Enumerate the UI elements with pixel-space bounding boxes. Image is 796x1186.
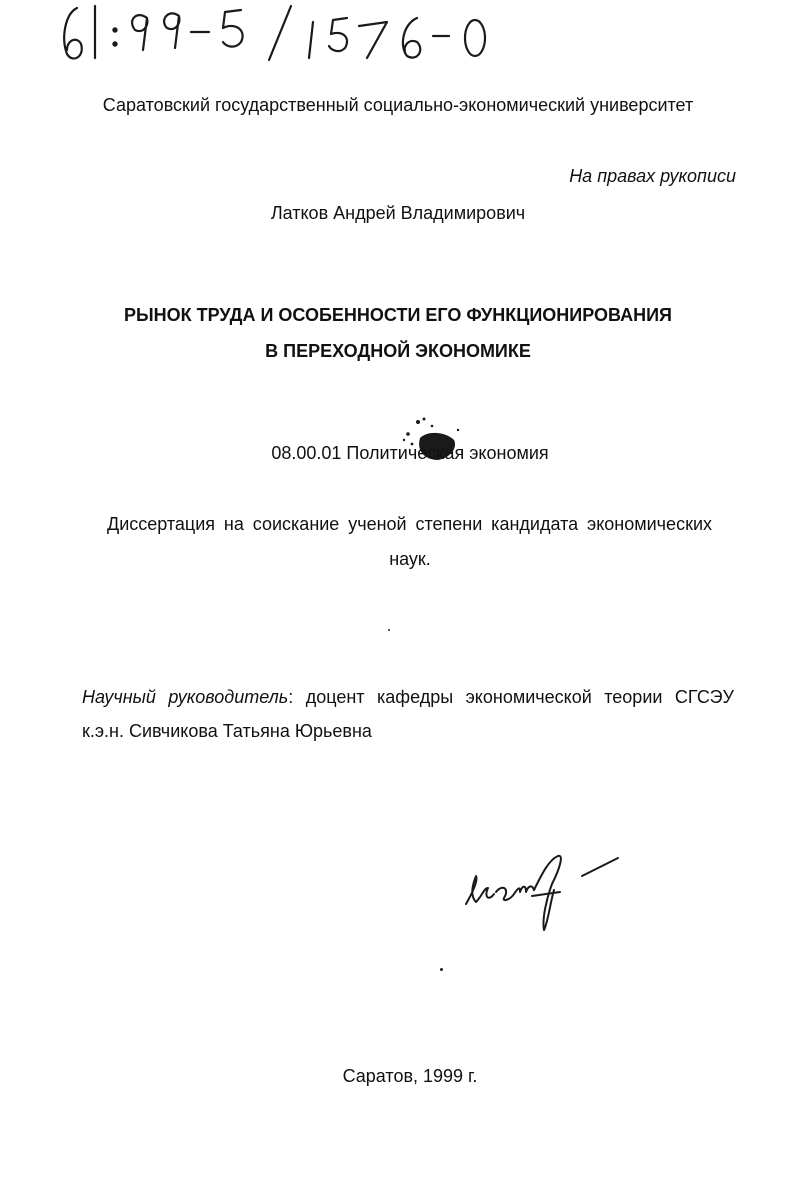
dissertation-title-line-2: В ПЕРЕХОДНОЙ ЭКОНОМИКЕ <box>265 341 531 361</box>
dissertation-title-line-1: РЫНОК ТРУДА И ОСОБЕННОСТИ ЕГО ФУНКЦИОНИРОВАНИЯ <box>123 305 672 325</box>
university-name: Саратовский государственный социально-экономический университет <box>102 95 694 115</box>
supervisor-position: : доцент кафедры экономической теории СГСЭУ <box>288 687 734 707</box>
dissertation-degree-line-2: наук. <box>389 549 431 569</box>
scan-speck <box>388 629 390 631</box>
specialty-code: 08.00.01 Политическая экономия <box>271 443 549 463</box>
handwritten-archive-mark <box>55 0 495 70</box>
author-signature <box>462 850 622 940</box>
author-name: Латков Андрей Владимирович <box>270 203 526 223</box>
supervisor-label: Научный руководитель <box>82 687 289 707</box>
supervisor-line-2: к.э.н. Сивчикова Татьяна Юрьевна <box>82 721 372 741</box>
supervisor-line-1 <box>82 686 734 708</box>
dissertation-degree-line-1: Диссертация на соискание ученой степени кандидата экономических <box>107 514 712 534</box>
city-year-footer: Саратов, 1999 г. <box>342 1066 478 1086</box>
manuscript-rights-note: На правах рукописи <box>569 166 736 186</box>
scan-speck <box>440 968 443 971</box>
